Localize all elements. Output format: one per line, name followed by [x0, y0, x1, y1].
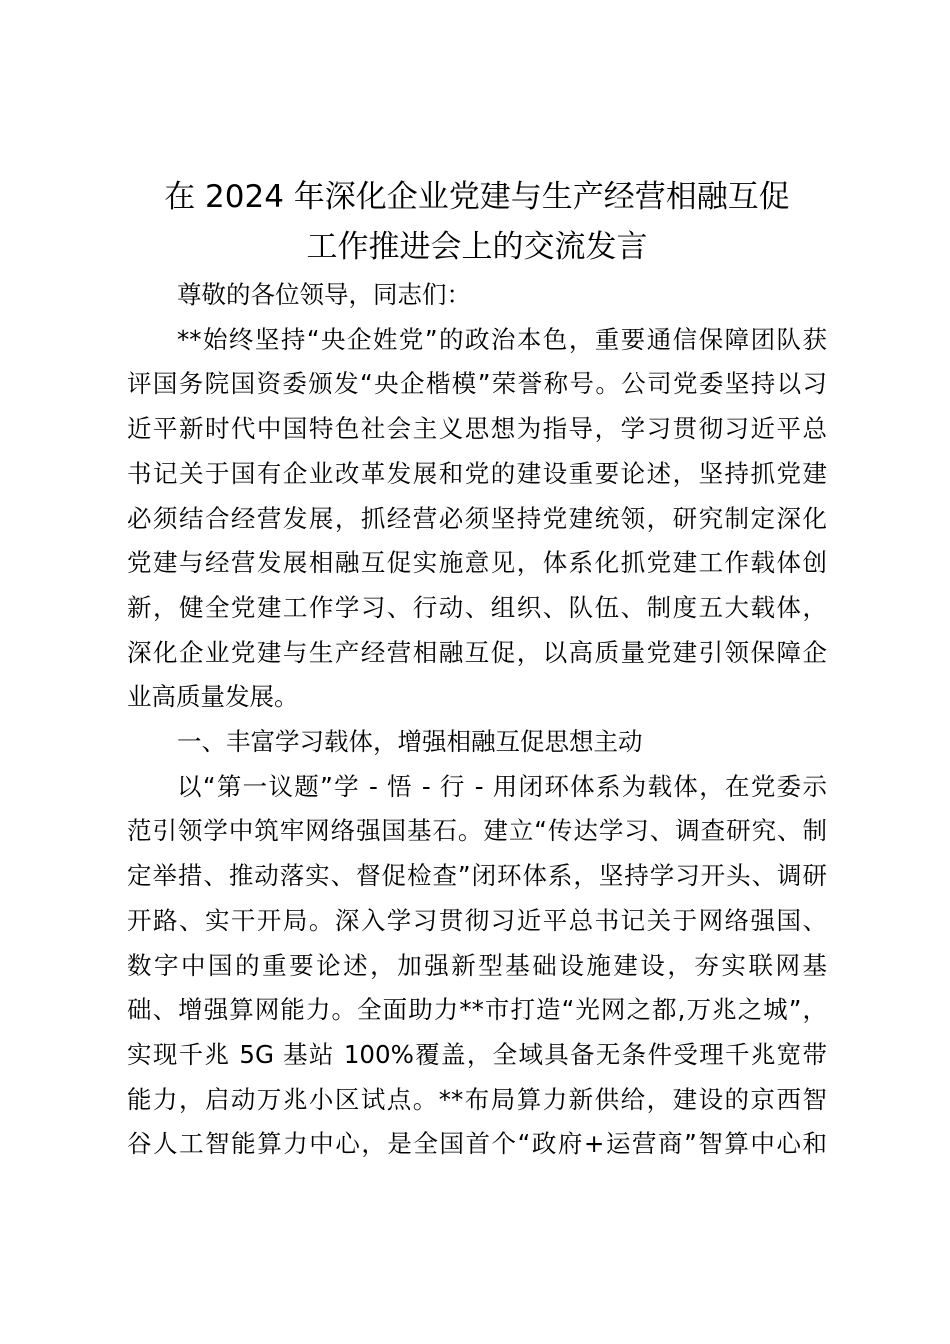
paragraph-line: 能力，启动万兆小区试点。**布局算力新供给，建设的京西智: [127, 1084, 827, 1114]
paragraph-line: 党建与经营发展相融互促实施意见，体系化抓党建工作载体创: [127, 548, 827, 578]
document-title: [127, 172, 827, 272]
paragraph-line: 开路、实干开局。深入学习贯彻习近平总书记关于网络强国、: [127, 905, 827, 935]
greeting: 尊敬的各位领导，同志们：: [177, 280, 471, 309]
paragraph-line: 书记关于国有企业改革发展和党的建设重要论述，坚持抓党建: [127, 458, 827, 488]
section-heading: 一、丰富学习载体，增强相融互促思想主动: [177, 727, 643, 757]
paragraph-1: [127, 318, 827, 720]
paragraph-line: 业高质量发展。: [127, 682, 299, 712]
paragraph-line: 评国务院国资委颁发“央企楷模”荣誉称号。公司党委坚持以习: [127, 369, 827, 399]
paragraph-line: 实现千兆 5G 基站 100%覆盖，全域具备无条件受理千兆宽带: [127, 1039, 827, 1069]
paragraph-line: 谷人工智能算力中心，是全国首个“政府+运营商”智算中心和: [127, 1129, 827, 1159]
paragraph-line: 础、增强算网能力。全面助力**市打造“光网之都,万兆之城”，: [127, 995, 827, 1025]
paragraph-line: 深化企业党建与生产经营相融互促，以高质量党建引领保障企: [127, 637, 827, 667]
paragraph-2: [127, 765, 827, 1167]
paragraph-line: 范引领学中筑牢网络强国基石。建立“传达学习、调查研究、制: [127, 816, 827, 846]
title-line-2: 工作推进会上的交流发言: [306, 229, 648, 265]
paragraph-line: **始终坚持“央企姓党”的政治本色，重要通信保障团队获: [177, 324, 827, 354]
title-line-1: 在 2024 年深化企业党建与生产经营相融互促: [164, 179, 790, 215]
paragraph-line: 定举措、推动落实、督促检查”闭环体系，坚持学习开头、调研: [127, 861, 827, 891]
paragraph-line: 以“第一议题”学 - 悟 - 行 - 用闭环体系为载体，在党委示: [177, 771, 827, 801]
paragraph-line: 必须结合经营发展，抓经营必须坚持党建统领，研究制定深化: [127, 503, 827, 533]
document-page: [127, 172, 827, 1167]
paragraph-line: 近平新时代中国特色社会主义思想为指导，学习贯彻习近平总: [127, 414, 827, 444]
paragraph-line: 数字中国的重要论述，加强新型基础设施建设，夯实联网基: [127, 950, 827, 980]
paragraph-line: 新，健全党建工作学习、行动、组织、队伍、制度五大载体，: [127, 592, 827, 622]
